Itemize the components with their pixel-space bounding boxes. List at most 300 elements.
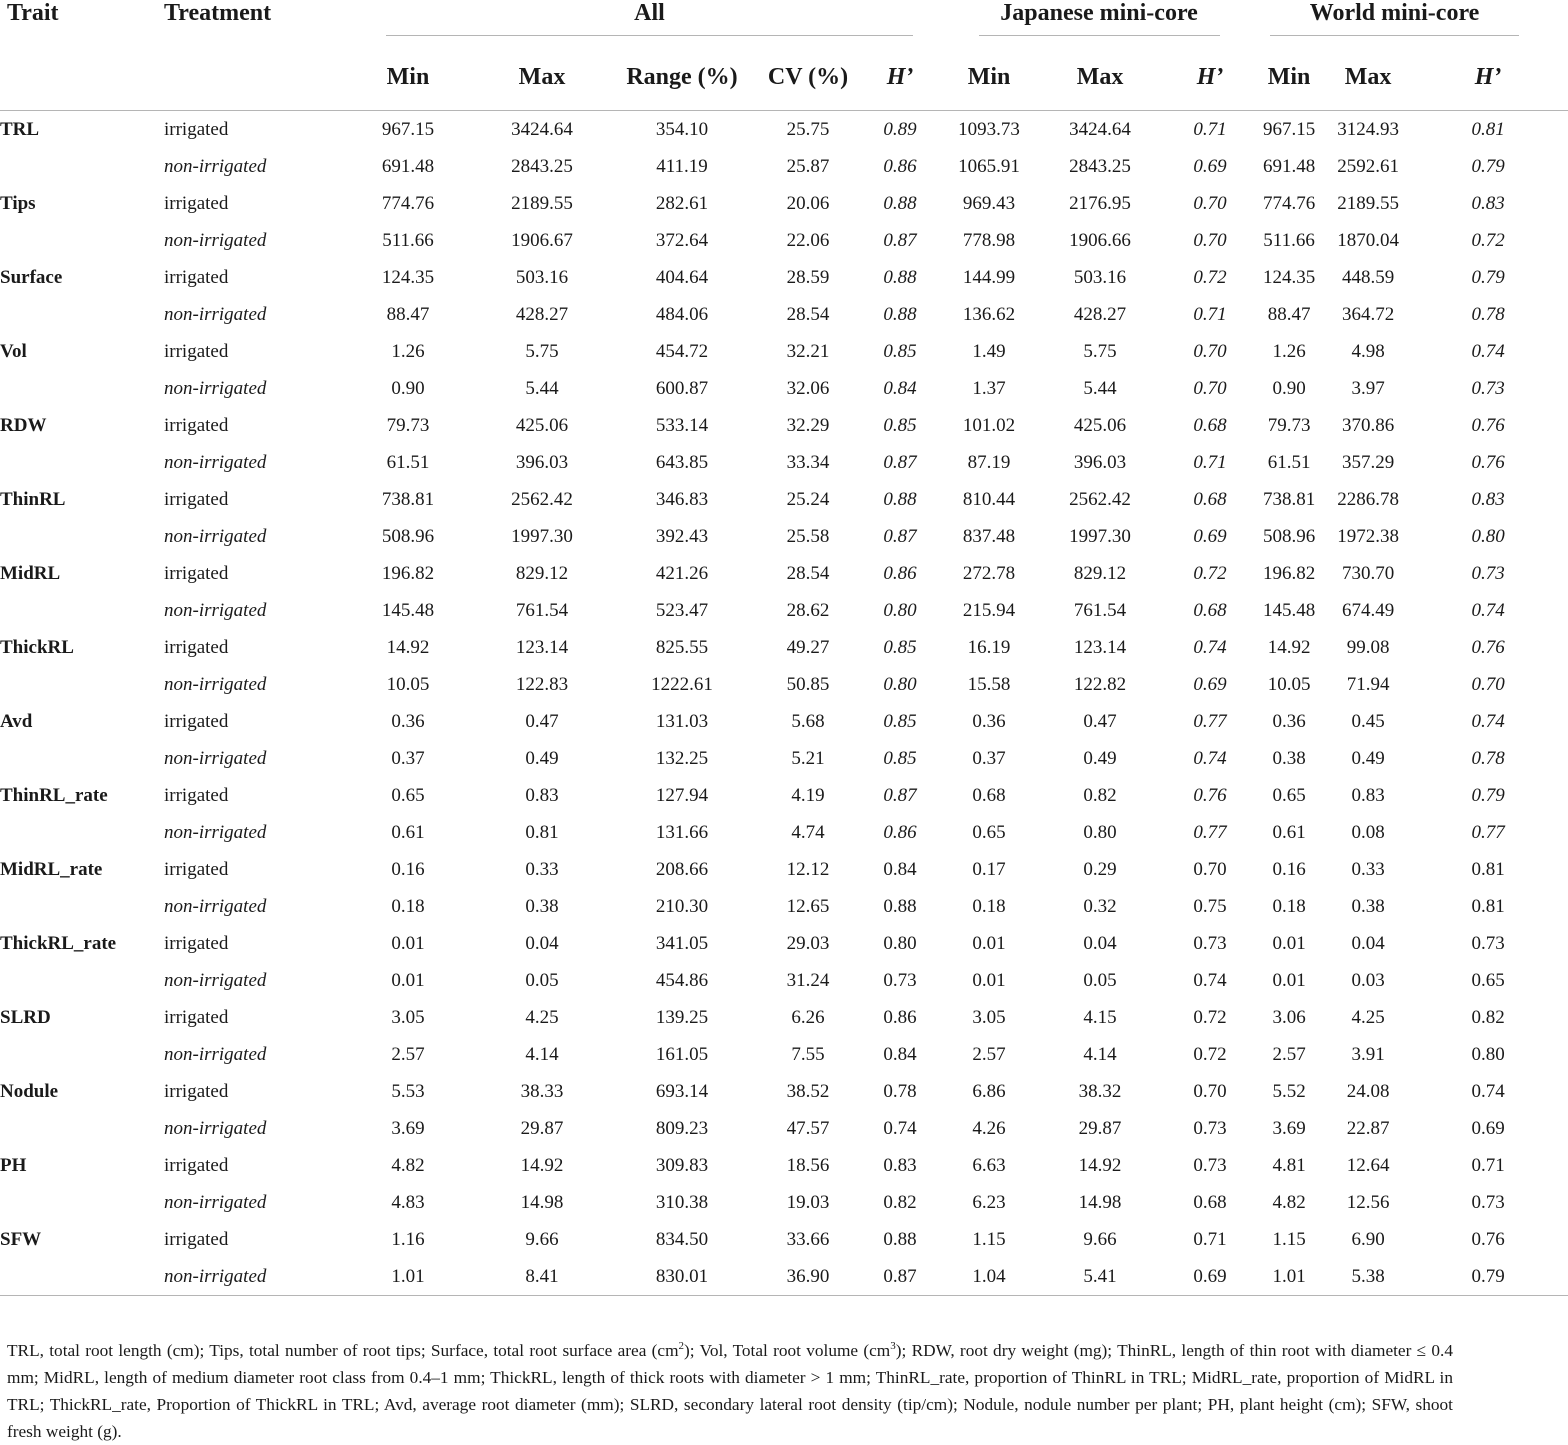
cell-jp-max: 4.15	[1083, 1006, 1117, 1028]
cell-all-max: 1997.30	[511, 525, 573, 547]
cell-jp-max: 396.03	[1073, 451, 1127, 473]
cell-all-min: 1.26	[391, 340, 425, 362]
cell-w-h: 0.83	[1471, 192, 1505, 214]
cell-all-max: 3424.64	[511, 118, 573, 140]
cell-all-cv: 4.19	[791, 784, 825, 806]
cell-w-h: 0.74	[1471, 599, 1505, 621]
cell-jp-h: 0.68	[1193, 414, 1227, 436]
cell-treatment: irrigated	[164, 1154, 229, 1176]
cell-jp-h: 0.70	[1193, 377, 1227, 399]
cell-all-cv: 38.52	[786, 1080, 830, 1102]
table-row	[0, 814, 1568, 851]
cell-jp-min: 810.44	[962, 488, 1016, 510]
cell-w-min: 967.15	[1262, 118, 1316, 140]
cell-treatment: non-irrigated	[164, 1043, 267, 1065]
cell-all-h: 0.88	[883, 488, 917, 510]
cell-all-min: 196.82	[381, 562, 435, 584]
cell-all-min: 3.69	[391, 1117, 425, 1139]
cell-all-h: 0.87	[883, 525, 917, 547]
cell-all-cv: 29.03	[786, 932, 830, 954]
cell-w-min: 14.92	[1267, 636, 1311, 658]
cell-w-min: 124.35	[1262, 266, 1316, 288]
cell-all-max: 9.66	[525, 1228, 559, 1250]
cell-all-range: 600.87	[655, 377, 709, 399]
cell-jp-min: 0.18	[972, 895, 1006, 917]
cell-w-min: 1.01	[1272, 1265, 1306, 1287]
cell-all-max: 4.14	[525, 1043, 559, 1065]
cell-all-max: 8.41	[525, 1265, 559, 1287]
cell-w-max: 1972.38	[1337, 525, 1399, 547]
cell-all-range: 132.25	[655, 747, 709, 769]
cell-w-min: 508.96	[1262, 525, 1316, 547]
cell-w-min: 5.52	[1272, 1080, 1306, 1102]
cell-w-h: 0.70	[1471, 673, 1505, 695]
cell-all-h: 0.86	[883, 1006, 917, 1028]
cell-jp-min: 6.63	[972, 1154, 1006, 1176]
cell-w-max: 12.64	[1346, 1154, 1390, 1176]
cell-w-h: 0.80	[1471, 1043, 1505, 1065]
cell-jp-min: 1093.73	[958, 118, 1020, 140]
table-row	[0, 444, 1568, 481]
cell-w-min: 0.16	[1272, 858, 1306, 880]
cell-all-min: 2.57	[391, 1043, 425, 1065]
cell-w-min: 61.51	[1267, 451, 1311, 473]
cell-trait	[0, 370, 164, 407]
cell-treatment: non-irrigated	[164, 451, 267, 473]
cell-all-range: 354.10	[655, 118, 709, 140]
table-row	[0, 518, 1568, 555]
cell-all-max: 0.47	[525, 710, 559, 732]
cell-all-cv: 28.62	[786, 599, 830, 621]
cell-treatment: irrigated	[164, 784, 229, 806]
cell-trait	[0, 740, 164, 777]
cell-all-max: 428.27	[515, 303, 569, 325]
cell-all-max: 29.87	[520, 1117, 564, 1139]
cell-all-cv: 33.34	[786, 451, 830, 473]
cell-jp-max: 0.80	[1083, 821, 1117, 843]
cell-all-h: 0.88	[883, 192, 917, 214]
cell-all-min: 10.05	[386, 673, 430, 695]
cell-jp-min: 0.36	[972, 710, 1006, 732]
cell-all-max: 122.83	[515, 673, 569, 695]
cell-all-cv: 12.65	[786, 895, 830, 917]
cell-jp-min: 136.62	[962, 303, 1016, 325]
header-row-groups	[0, 0, 1568, 44]
cell-jp-h: 0.71	[1193, 303, 1227, 325]
cell-jp-h: 0.73	[1193, 932, 1227, 954]
cell-w-max: 0.04	[1351, 932, 1385, 954]
table-row	[0, 1147, 1568, 1184]
cell-trait	[0, 814, 164, 851]
cell-all-h: 0.84	[883, 377, 917, 399]
cell-treatment: non-irrigated	[164, 821, 267, 843]
header-w-h: H’	[1474, 63, 1502, 90]
cell-jp-min: 0.01	[972, 969, 1006, 991]
cell-jp-min: 969.43	[962, 192, 1016, 214]
cell-all-h: 0.88	[883, 895, 917, 917]
cell-all-range: 161.05	[655, 1043, 709, 1065]
cell-all-min: 0.36	[391, 710, 425, 732]
cell-w-h: 0.72	[1471, 229, 1505, 251]
cell-all-max: 0.81	[525, 821, 559, 843]
cell-w-min: 196.82	[1262, 562, 1316, 584]
cell-all-h: 0.82	[883, 1191, 917, 1213]
cell-all-cv: 32.06	[786, 377, 830, 399]
cell-all-max: 14.92	[520, 1154, 564, 1176]
header-jp-h: H’	[1196, 63, 1224, 90]
cell-jp-max: 0.04	[1083, 932, 1117, 954]
cell-all-h: 0.87	[883, 784, 917, 806]
cell-jp-min: 101.02	[962, 414, 1016, 436]
table-row	[0, 666, 1568, 703]
cell-w-min: 2.57	[1272, 1043, 1306, 1065]
cell-all-h: 0.85	[883, 710, 917, 732]
cell-jp-h: 0.69	[1193, 525, 1227, 547]
table-row	[0, 851, 1568, 888]
table-row	[0, 259, 1568, 296]
cell-all-range: 346.83	[655, 488, 709, 510]
cell-w-max: 448.59	[1341, 266, 1395, 288]
cell-all-max: 1906.67	[511, 229, 573, 251]
cell-all-cv: 25.24	[786, 488, 830, 510]
cell-treatment: non-irrigated	[164, 599, 267, 621]
cell-treatment: irrigated	[164, 932, 229, 954]
cell-all-min: 508.96	[381, 525, 435, 547]
header-jp-min: Min	[967, 63, 1011, 90]
cell-w-max: 3124.93	[1337, 118, 1399, 140]
cell-w-min: 4.82	[1272, 1191, 1306, 1213]
cell-all-min: 79.73	[386, 414, 430, 436]
cell-all-h: 0.80	[883, 932, 917, 954]
table-row	[0, 703, 1568, 740]
cell-w-max: 99.08	[1346, 636, 1390, 658]
cell-all-h: 0.85	[883, 747, 917, 769]
cell-treatment: irrigated	[164, 636, 229, 658]
cell-all-range: 523.47	[655, 599, 709, 621]
cell-all-cv: 5.21	[791, 747, 825, 769]
cell-jp-min: 4.26	[972, 1117, 1006, 1139]
cell-w-max: 5.38	[1351, 1265, 1385, 1287]
cell-trait	[0, 1036, 164, 1073]
cell-all-min: 0.01	[391, 969, 425, 991]
cell-treatment: non-irrigated	[164, 1265, 267, 1287]
cell-trait: Avd	[0, 710, 33, 732]
cell-jp-min: 6.86	[972, 1080, 1006, 1102]
cell-w-h: 0.80	[1471, 525, 1505, 547]
cell-w-max: 12.56	[1346, 1191, 1390, 1213]
cell-all-range: 131.03	[655, 710, 709, 732]
cell-treatment: irrigated	[164, 340, 229, 362]
cell-jp-max: 3424.64	[1069, 118, 1131, 140]
header-jp-max: Max	[1076, 63, 1124, 90]
cell-trait	[0, 148, 164, 185]
cell-all-h: 0.84	[883, 1043, 917, 1065]
cell-all-cv: 18.56	[786, 1154, 830, 1176]
cell-trait: ThickRL_rate	[0, 932, 117, 954]
cell-w-min: 0.38	[1272, 747, 1306, 769]
cell-jp-h: 0.70	[1193, 340, 1227, 362]
table-row	[0, 333, 1568, 370]
cell-w-max: 4.25	[1351, 1006, 1385, 1028]
table-body	[0, 111, 1568, 1296]
cell-all-max: 2843.25	[511, 155, 573, 177]
cell-all-cv: 32.29	[786, 414, 830, 436]
cell-jp-max: 0.47	[1083, 710, 1117, 732]
cell-all-range: 131.66	[655, 821, 709, 843]
cell-all-range: 643.85	[655, 451, 709, 473]
cell-jp-h: 0.77	[1193, 821, 1227, 843]
cell-all-range: 127.94	[655, 784, 709, 806]
table-row	[0, 1258, 1568, 1296]
cell-w-h: 0.79	[1471, 1265, 1505, 1287]
cell-treatment: irrigated	[164, 118, 229, 140]
cell-trait	[0, 444, 164, 481]
cell-all-h: 0.80	[883, 599, 917, 621]
cell-jp-h: 0.68	[1193, 599, 1227, 621]
table-row	[0, 592, 1568, 629]
cell-trait: MidRL_rate	[0, 858, 103, 880]
cell-jp-max: 2562.42	[1069, 488, 1131, 510]
cell-jp-h: 0.72	[1193, 1006, 1227, 1028]
cell-trait: TRL	[0, 118, 40, 140]
table-row	[0, 370, 1568, 407]
cell-w-h: 0.77	[1471, 821, 1505, 843]
cell-all-min: 0.90	[391, 377, 425, 399]
cell-trait: SFW	[0, 1228, 42, 1250]
cell-all-min: 1.16	[391, 1228, 425, 1250]
cell-w-h: 0.78	[1471, 303, 1505, 325]
cell-treatment: non-irrigated	[164, 229, 267, 251]
cell-w-h: 0.71	[1471, 1154, 1505, 1176]
cell-jp-max: 2176.95	[1069, 192, 1131, 214]
cell-jp-h: 0.69	[1193, 155, 1227, 177]
cell-all-cv: 19.03	[786, 1191, 830, 1213]
header-group-all: All	[386, 0, 880, 44]
cell-w-max: 0.03	[1351, 969, 1385, 991]
cell-treatment: irrigated	[164, 192, 229, 214]
header-row-columns	[0, 44, 1568, 111]
cell-jp-min: 1.04	[972, 1265, 1006, 1287]
cell-w-h: 0.76	[1471, 451, 1505, 473]
cell-all-cv: 12.12	[786, 858, 830, 880]
cell-jp-max: 1906.66	[1069, 229, 1131, 251]
cell-jp-h: 0.74	[1193, 636, 1227, 658]
cell-jp-min: 6.23	[972, 1191, 1006, 1213]
header-w-min: Min	[1267, 63, 1311, 90]
cell-all-cv: 33.66	[786, 1228, 830, 1250]
table-row	[0, 962, 1568, 999]
cell-jp-min: 1.37	[972, 377, 1006, 399]
cell-all-range: 210.30	[655, 895, 709, 917]
cell-trait: Nodule	[0, 1080, 59, 1102]
cell-jp-max: 14.92	[1078, 1154, 1122, 1176]
cell-all-h: 0.80	[883, 673, 917, 695]
cell-all-max: 0.04	[525, 932, 559, 954]
cell-all-h: 0.74	[883, 1117, 917, 1139]
cell-w-h: 0.81	[1471, 118, 1505, 140]
cell-w-max: 2189.55	[1337, 192, 1399, 214]
cell-jp-h: 0.69	[1193, 673, 1227, 695]
cell-jp-min: 2.57	[972, 1043, 1006, 1065]
cell-jp-min: 0.68	[972, 784, 1006, 806]
cell-all-cv: 7.55	[791, 1043, 825, 1065]
cell-all-max: 0.38	[525, 895, 559, 917]
cell-w-min: 3.69	[1272, 1117, 1306, 1139]
cell-trait: PH	[0, 1154, 27, 1176]
cell-all-min: 124.35	[381, 266, 435, 288]
cell-treatment: non-irrigated	[164, 895, 267, 917]
cell-w-min: 0.18	[1272, 895, 1306, 917]
cell-w-h: 0.76	[1471, 414, 1505, 436]
cell-all-cv: 25.58	[786, 525, 830, 547]
cell-all-min: 14.92	[386, 636, 430, 658]
cell-w-h: 0.74	[1471, 340, 1505, 362]
cell-jp-max: 29.87	[1078, 1117, 1122, 1139]
cell-w-max: 364.72	[1341, 303, 1395, 325]
cell-jp-max: 123.14	[1073, 636, 1127, 658]
cell-w-min: 691.48	[1262, 155, 1316, 177]
table-row	[0, 925, 1568, 962]
cell-all-h: 0.89	[883, 118, 917, 140]
cell-w-min: 0.01	[1272, 932, 1306, 954]
cell-jp-h: 0.71	[1193, 1228, 1227, 1250]
cell-all-min: 0.16	[391, 858, 425, 880]
cell-w-min: 511.66	[1263, 229, 1315, 251]
cell-jp-max: 0.29	[1083, 858, 1117, 880]
table-row	[0, 148, 1568, 185]
cell-all-cv: 20.06	[786, 192, 830, 214]
cell-all-min: 0.37	[391, 747, 425, 769]
cell-all-range: 372.64	[655, 229, 709, 251]
cell-all-max: 761.54	[515, 599, 569, 621]
cell-all-max: 2189.55	[511, 192, 573, 214]
cell-all-min: 774.76	[381, 192, 435, 214]
cell-all-max: 5.44	[525, 377, 559, 399]
cell-all-h: 0.86	[883, 821, 917, 843]
cell-treatment: non-irrigated	[164, 525, 267, 547]
cell-jp-max: 5.41	[1083, 1265, 1117, 1287]
cell-jp-max: 122.82	[1073, 673, 1127, 695]
cell-w-min: 738.81	[1262, 488, 1316, 510]
cell-jp-min: 1065.91	[958, 155, 1020, 177]
cell-all-max: 5.75	[525, 340, 559, 362]
cell-all-range: 208.66	[655, 858, 709, 880]
cell-w-max: 730.70	[1341, 562, 1395, 584]
cell-all-max: 2562.42	[511, 488, 573, 510]
cell-w-h: 0.73	[1471, 562, 1505, 584]
cell-jp-h: 0.71	[1193, 451, 1227, 473]
cell-w-h: 0.74	[1471, 1080, 1505, 1102]
cell-w-max: 6.90	[1351, 1228, 1385, 1250]
cell-all-cv: 47.57	[786, 1117, 830, 1139]
cell-w-max: 3.91	[1351, 1043, 1385, 1065]
cell-all-cv: 25.75	[786, 118, 830, 140]
cell-all-cv: 5.68	[791, 710, 825, 732]
table-row	[0, 629, 1568, 666]
cell-all-min: 3.05	[391, 1006, 425, 1028]
cell-all-h: 0.87	[883, 451, 917, 473]
cell-jp-min: 0.65	[972, 821, 1006, 843]
cell-treatment: non-irrigated	[164, 969, 267, 991]
cell-jp-max: 5.75	[1083, 340, 1117, 362]
cell-w-max: 24.08	[1346, 1080, 1390, 1102]
table-row	[0, 111, 1568, 149]
cell-trait	[0, 1258, 164, 1296]
table-row	[0, 555, 1568, 592]
cell-w-max: 3.97	[1351, 377, 1385, 399]
cell-treatment: non-irrigated	[164, 747, 267, 769]
cell-all-h: 0.78	[883, 1080, 917, 1102]
cell-jp-min: 3.05	[972, 1006, 1006, 1028]
cell-all-cv: 31.24	[786, 969, 830, 991]
cell-jp-min: 272.78	[962, 562, 1016, 584]
cell-all-cv: 49.27	[786, 636, 830, 658]
cell-w-max: 22.87	[1346, 1117, 1390, 1139]
cell-jp-h: 0.77	[1193, 710, 1227, 732]
cell-jp-h: 0.70	[1193, 1080, 1227, 1102]
cell-jp-min: 215.94	[962, 599, 1016, 621]
cell-all-h: 0.84	[883, 858, 917, 880]
cell-all-range: 830.01	[655, 1265, 709, 1287]
cell-w-max: 2286.78	[1337, 488, 1399, 510]
header-group-japanese: Japanese mini-core	[948, 0, 1250, 44]
cell-all-min: 967.15	[381, 118, 435, 140]
cell-jp-h: 0.73	[1193, 1154, 1227, 1176]
table-row	[0, 777, 1568, 814]
cell-jp-min: 15.58	[967, 673, 1011, 695]
cell-w-min: 4.81	[1272, 1154, 1306, 1176]
cell-all-range: 421.26	[655, 562, 709, 584]
cell-all-max: 425.06	[515, 414, 569, 436]
cell-jp-max: 2843.25	[1069, 155, 1131, 177]
cell-jp-h: 0.72	[1193, 266, 1227, 288]
cell-w-h: 0.81	[1471, 858, 1505, 880]
cell-all-range: 139.25	[655, 1006, 709, 1028]
cell-all-cv: 6.26	[791, 1006, 825, 1028]
cell-jp-max: 829.12	[1073, 562, 1127, 584]
cell-all-cv: 28.59	[786, 266, 830, 288]
cell-jp-max: 1997.30	[1069, 525, 1131, 547]
cell-w-max: 0.83	[1351, 784, 1385, 806]
cell-all-range: 1222.61	[651, 673, 713, 695]
table-row	[0, 407, 1568, 444]
cell-all-min: 4.82	[391, 1154, 425, 1176]
cell-all-cv: 25.87	[786, 155, 830, 177]
cell-w-max: 0.38	[1351, 895, 1385, 917]
cell-all-range: 454.86	[655, 969, 709, 991]
cell-trait: MidRL	[0, 562, 61, 584]
cell-w-max: 0.45	[1351, 710, 1385, 732]
cell-all-range: 392.43	[655, 525, 709, 547]
cell-w-h: 0.73	[1471, 1191, 1505, 1213]
cell-jp-h: 0.69	[1193, 1265, 1227, 1287]
table-row	[0, 740, 1568, 777]
cell-w-h: 0.79	[1471, 155, 1505, 177]
cell-w-h: 0.81	[1471, 895, 1505, 917]
table-row	[0, 1036, 1568, 1073]
cell-w-min: 1.15	[1272, 1228, 1306, 1250]
header-w-max: Max	[1344, 63, 1392, 90]
cell-treatment: non-irrigated	[164, 303, 267, 325]
cell-all-h: 0.85	[883, 636, 917, 658]
cell-all-max: 0.49	[525, 747, 559, 769]
cell-w-min: 3.06	[1272, 1006, 1306, 1028]
cell-all-range: 404.64	[655, 266, 709, 288]
cell-all-h: 0.83	[883, 1154, 917, 1176]
cell-all-h: 0.73	[883, 969, 917, 991]
cell-all-range: 411.19	[656, 155, 708, 177]
cell-all-range: 310.38	[655, 1191, 709, 1213]
